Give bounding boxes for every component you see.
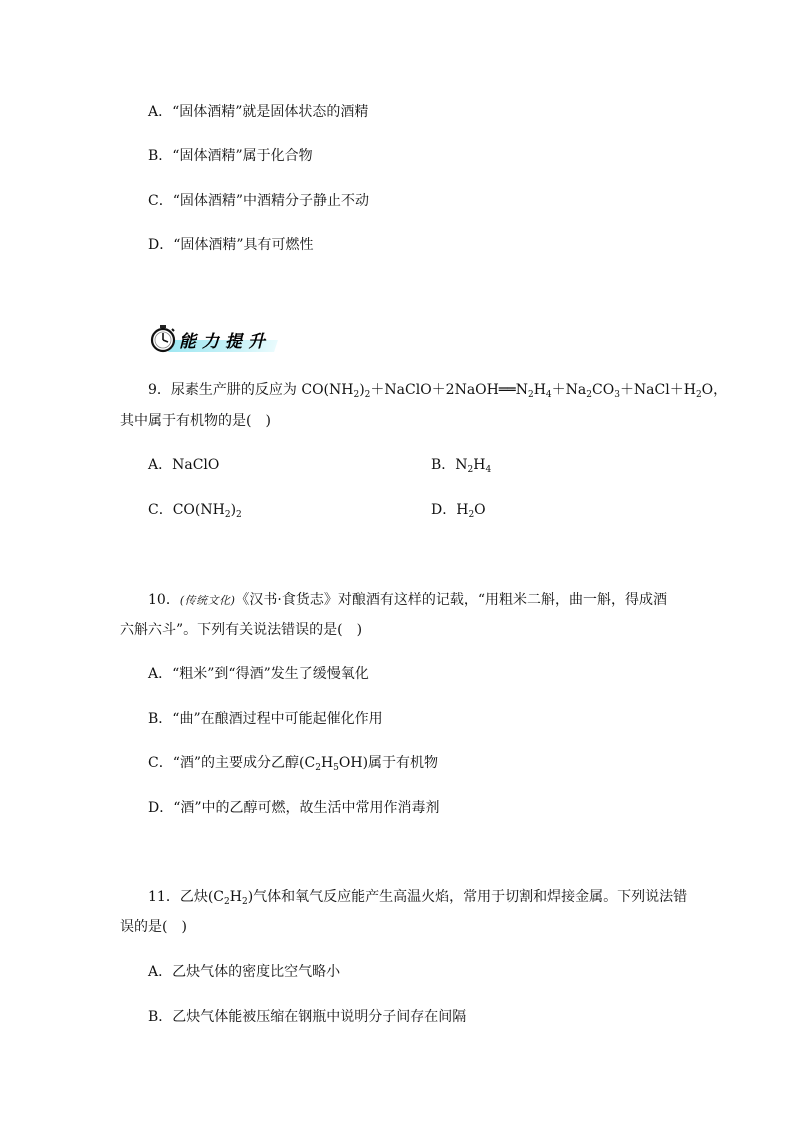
q10-tag: (传统文化) [179, 594, 236, 607]
q11-option-b: B．乙炔气体能被压缩在钢瓶中说明分子间存在间隔 [148, 1009, 467, 1025]
q8-option-c: C．“固体酒精”中酒精分子静止不动 [148, 193, 370, 209]
q9-option-c: C．$CO(NH_2)_2$ [148, 502, 242, 520]
q8-option-b: B．“固体酒精”属于化合物 [148, 148, 313, 164]
q9-stem-start: 9．尿素生产肼的反应为 CO(NH [148, 382, 354, 398]
q9-option-d: D．$H_2O$ [431, 502, 486, 520]
q10-option-a: A．“粗米”到“得酒”发生了缓慢氧化 [148, 666, 369, 682]
q9-stem-line1: 9．尿素生产肼的反应为 $CO(NH_2)_2+NaClO+2NaOH══N_2H_4+Na_2CO_3+NaCl+H_2O$， [148, 382, 728, 400]
q11-stem-line1: 11．乙炔$(C_2H_2)$气体和氧气反应能产生高温火焰，常用于切割和焊接金属。下列说法错 [148, 889, 688, 907]
q10-option-c: C．“酒”的主要成分乙醇$(C_2H_5OH)$属于有机物 [148, 755, 439, 773]
q9-option-c-prefix: C．CO(NH [148, 502, 225, 518]
q9-option-b: B．$N_2H_4$ [431, 457, 492, 475]
stopwatch-icon [148, 324, 178, 354]
q11-stem-line2: 误的是( ) [120, 919, 187, 935]
q9-option-b-prefix: B．N [431, 457, 468, 473]
q10-option-c-prefix: C．“酒”的主要成分乙醇(C [148, 755, 316, 771]
q11-stem-suffix: )气体和氧气反应能产生高温火焰，常用于切割和焊接金属。下列说法错 [247, 889, 688, 905]
q10-stem-line2: 六斛六斗”。下列有关说法错误的是( ) [120, 622, 363, 638]
section-title: 能力提升 [179, 332, 271, 352]
q10-stem-rest: 《汉书·食货志》对酿酒有这样的记载，“用粗米二斛，曲一斛，得成酒 [235, 592, 668, 608]
q9-stem-line2: 其中属于有机物的是( ) [120, 413, 271, 429]
q10-option-c-suffix: OH)属于有机物 [338, 755, 439, 771]
q9-option-a: A．NaClO [148, 457, 220, 473]
q8-option-d: D．“固体酒精”具有可燃性 [148, 237, 314, 253]
q10-stem-line1 [148, 590, 667, 611]
q10-option-d: D．“酒”中的乙醇可燃，故生活中常用作消毒剂 [148, 800, 440, 816]
q11-option-a: A．乙炔气体的密度比空气略小 [148, 964, 341, 980]
q10-number: 10． [148, 592, 180, 608]
q10-option-b: B．“曲”在酿酒过程中可能起催化作用 [148, 711, 383, 727]
section-header [148, 324, 278, 354]
q8-option-a: A．“固体酒精”就是固体状态的酒精 [148, 104, 369, 120]
q11-stem-prefix: 11．乙炔(C [148, 889, 224, 905]
q9-option-d-prefix: D．H [431, 502, 469, 518]
